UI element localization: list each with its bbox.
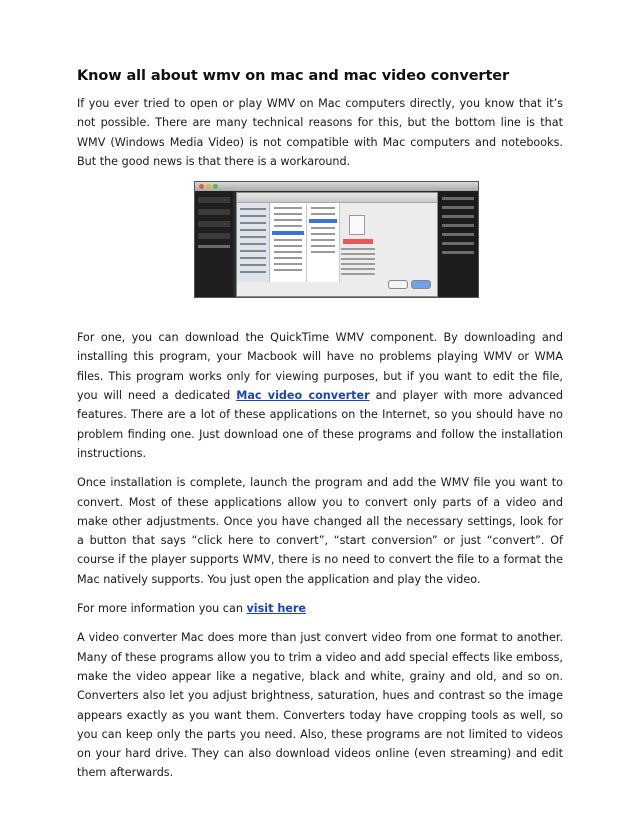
document-page [77, 68, 563, 793]
document-title: Know all about wmv on mac and mac video converter [77, 68, 510, 84]
screenshot-file-dialog [236, 192, 438, 297]
mac-video-converter-link[interactable]: Mac video converter [236, 389, 370, 403]
screenshot-titlebar [195, 182, 478, 191]
mac-converter-screenshot-image [194, 181, 479, 298]
paragraph-quicktime [77, 328, 563, 463]
paragraph-installation: Once installation is complete, launch the program and add the WMV file you want to convert. Most of these applications allow you to convert only parts of a video and make other adjustments. Once you have changed all the necessary settings, look for a button that says “click here to convert”, “start conversion” or just “convert”. Of course if the player supports WMV, there is no need to convert the file to a format the Mac natively supports. You just open the application and play the video. [77, 476, 563, 586]
screenshot-left-panel [195, 191, 233, 297]
document-file-icon [349, 215, 365, 235]
visit-here-link[interactable]: visit here [246, 602, 306, 616]
screenshot-right-panel [438, 191, 478, 297]
paragraph-text: For one, you can download the QuickTime WMV component. By downloading and installing this program, your Macbook will have no problems playing WMV or WMA files. This program works only for viewing purposes, but if you want to edit the file, you will need a dedicated [77, 331, 563, 403]
paragraph-features: A video converter Mac does more than just convert video from one format to another. Many of these programs allow you to trim a video and add special effects like emboss, make the video appear like a negative, black and white, grainy and old, and so on. Converters also let you adjust brightness, saturation, hues and contrast so the image appears exactly as you want them. Converters today have cropping tools as well, so you can keep only the parts you need. Also, these programs are not limited to videos on your hard drive. They can also download videos online (even streaming) and edit them afterwards. [77, 631, 563, 780]
paragraph-more-info [77, 599, 563, 618]
paragraph-text: and player with more advanced features. There are a lot of these applications on the Internet, so you should have no problem finding one. Just download one of these programs and follow the installation instructions. [77, 389, 563, 460]
paragraph-intro: If you ever tried to open or play WMV on Mac computers directly, you know that it’s not possible. There are many technical reasons for this, but the bottom line is that WMV (Windows Media Video) is not compatible with Mac computers and notebooks. But the good news is that there is a workaround. [77, 97, 563, 168]
paragraph-text: For more information you can [77, 602, 247, 616]
